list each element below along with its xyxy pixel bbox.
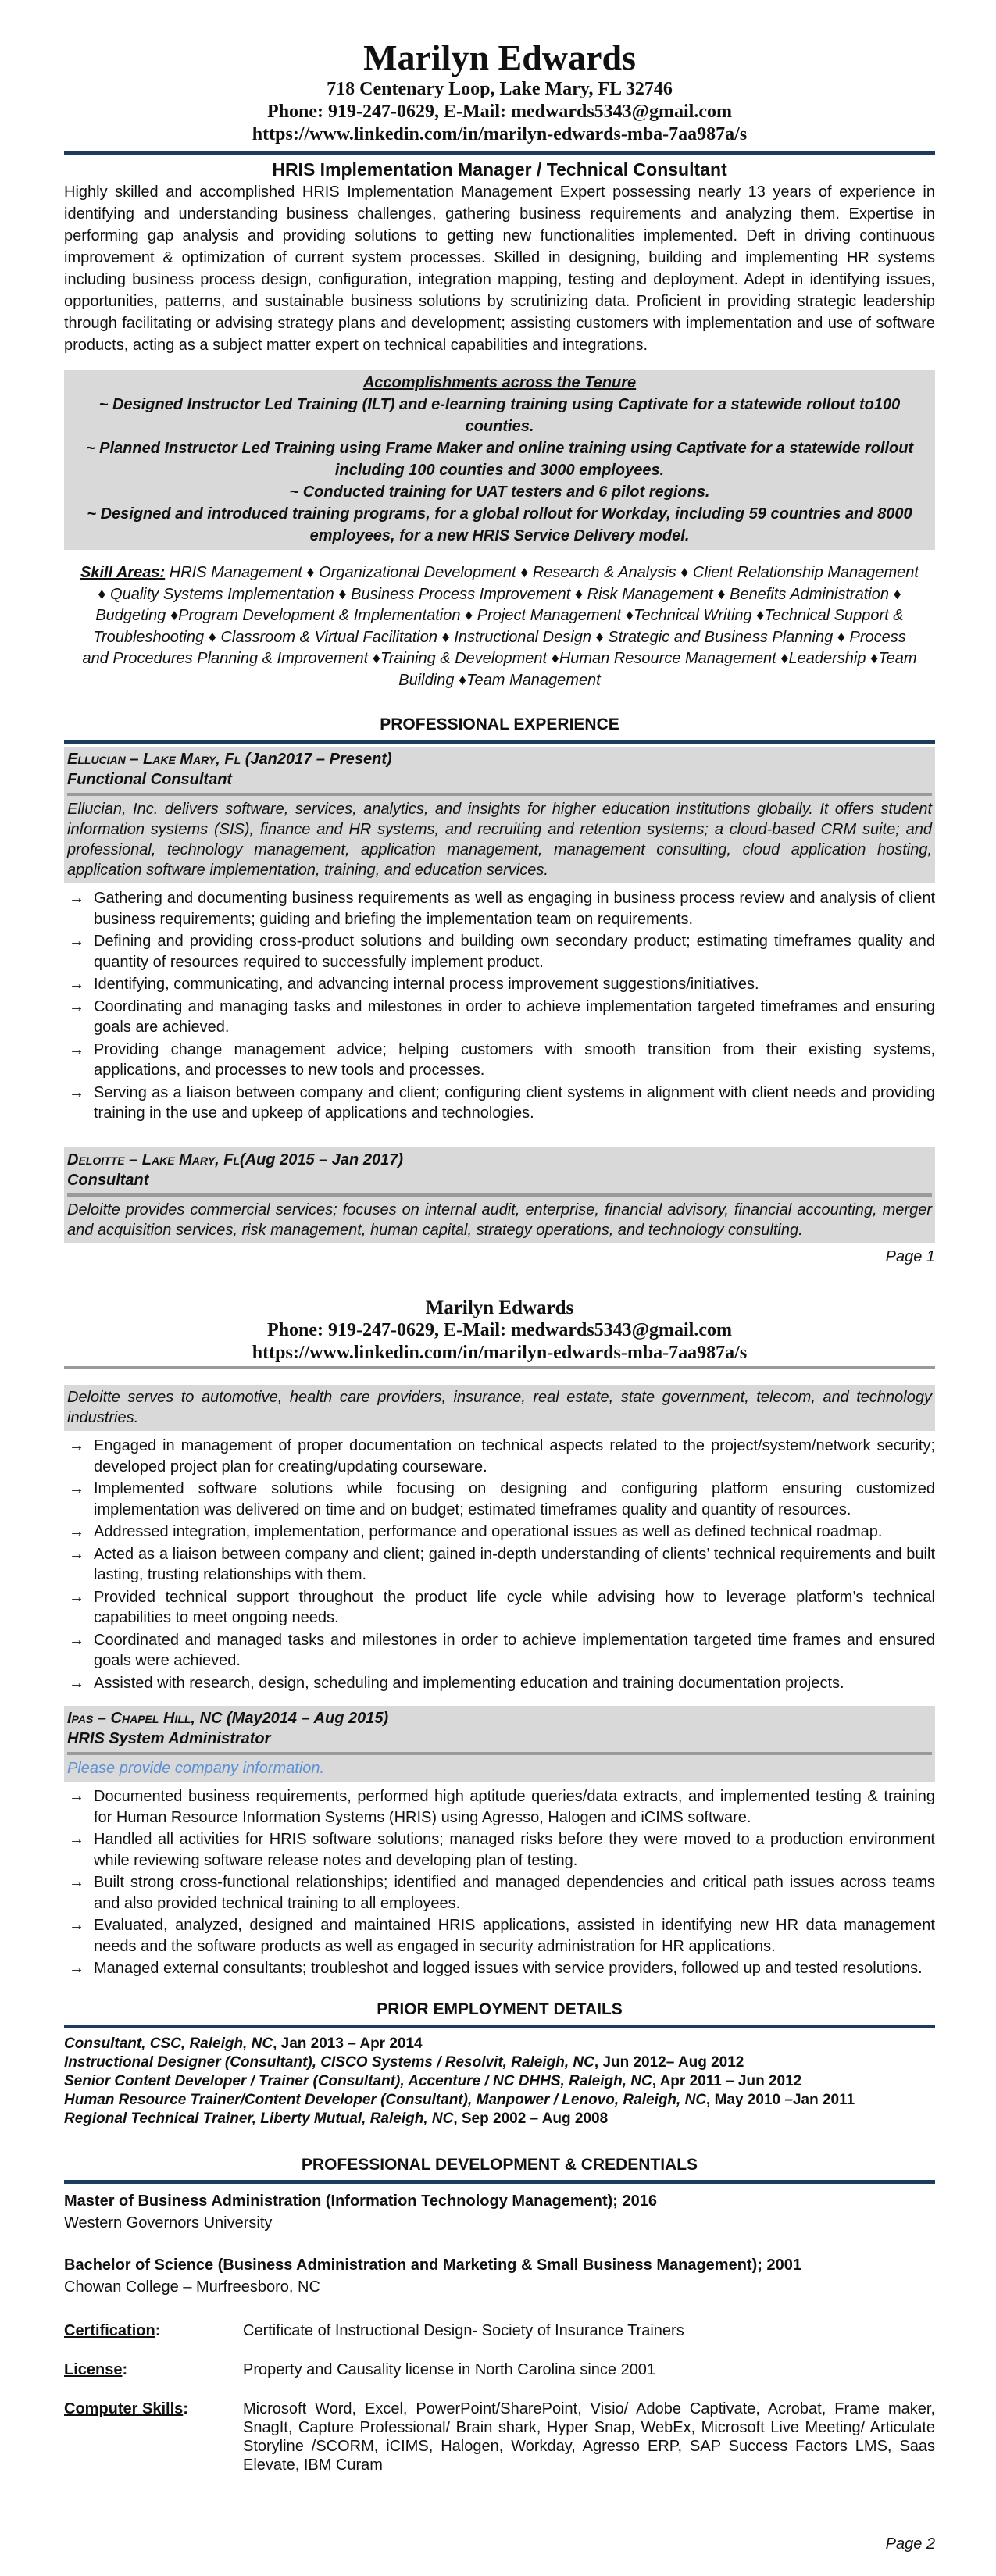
- credential-license: License: Property and Causality license in North Carolina since 2001: [64, 2360, 935, 2379]
- summary: Highly skilled and accomplished HRIS Implementation Management Expert possessing nearly 13 years of experience in identifying and understanding business challenges, gathering business requirements and analyzing them. Expertise in performing gap analysis and providing solutions to getting new functionalities implemented. Deft in driving continuous improvement & optimization of current system processes. Skilled in designing, building and implementing HR systems including business process design, configuration, integration mapping, testing and deployment. Adept in identifying issues, opportunities, patterns, and sustainable business solutions by scrutinizing data. Proficient in providing strategic leadership through facilitating or advising strategy plans and development; assisting customers with implementation and use of software products, acting as a subject matter expert on technical capabilities and integrations.: [64, 184, 935, 354]
- company-description: Deloitte provides commercial services; focuses on internal audit, enterprise, financial advisory, financial accounting, merger and acquisition services, risk management, human capital, strategy operations, and technology consulting.: [67, 1201, 932, 1239]
- job-title: Consultant: [67, 1171, 149, 1189]
- bullet-text: Defining and providing cross-product solutions and building own secondary product; estimating timeframes quality and quantity of resources required to successfully implement product.: [94, 933, 935, 971]
- school: Western Governors University: [64, 2214, 273, 2232]
- candidate-name: Marilyn Edwards: [425, 1297, 574, 1318]
- bullet-item: [64, 888, 935, 929]
- arrow-bullet-icon: →: [69, 976, 84, 993]
- arrow-bullet-icon: →: [69, 1588, 84, 1606]
- bullet-text: Implemented software solutions while focusing on designing and configuring platform ensuring customized implementation was delivered on time and on budget; estimated timeframes quality and quantity of resources.: [94, 1480, 935, 1518]
- arrow-bullet-icon: →: [69, 1083, 84, 1101]
- skill-areas-list: HRIS Management ♦ Organizational Development ♦ Research & Analysis ♦ Client Relationship Management ♦ Quality Systems Implementation ♦ Business Process Improvement ♦ Risk Management ♦ Benefits Administration ♦ Budgeting ♦Program Development & Implementation ♦ Project Management ♦Technical Writing ♦Technical Support & Troubleshooting ♦ Classroom & Virtual Facilitation ♦ Instructional Design ♦ Strategic and Business Planning ♦ Process and Procedures Planning & Improvement ♦Training & Development ♦Human Resource Management ♦Leadership ♦Team Building ♦Team Management: [82, 564, 919, 689]
- credential-label: Certification: [64, 2321, 155, 2339]
- prior-job: [64, 2091, 935, 2110]
- arrow-bullet-icon: →: [69, 1960, 84, 1977]
- job-title: HRIS System Administrator: [67, 1730, 271, 1747]
- education-entry: [64, 2190, 935, 2234]
- prior-role: Regional Technical Trainer, Liberty Mutual, Raleigh, NC: [64, 2110, 454, 2127]
- bullet-item: [64, 1040, 935, 1081]
- resume-page-2: [0, 1289, 996, 2576]
- accomplishment-item: ~ Designed and introduced training programs, for a global rollout for Workday, including 59 countries and 8000 employees, for a new HRIS Service Delivery model.: [87, 505, 912, 544]
- bullet-text: Providing change management advice; helping customers with smooth transition from their existing systems, applications, and processes to new tools and processes.: [94, 1040, 935, 1079]
- prior-role: Consultant, CSC, Raleigh, NC: [64, 2035, 273, 2052]
- header-divider: [64, 151, 935, 155]
- bullet-text: Gathering and documenting business requirements as well as engaging in business process review and analysis of client business requirements; guiding and briefing the implementation team on requirements.: [94, 890, 935, 928]
- bullet-text: Provided technical support throughout the product life cycle while advising how to leverage platform’s technical capabilities to meet ongoing needs.: [94, 1588, 935, 1626]
- credential-label: Computer Skills: [64, 2399, 184, 2417]
- job-bullets: [64, 1436, 935, 1693]
- bullet-text: Assisted with research, design, scheduling and implementing education and training documentation projects.: [94, 1674, 844, 1692]
- arrow-bullet-icon: →: [69, 1917, 84, 1934]
- address: 718 Centenary Loop, Lake Mary, FL 32746: [327, 79, 673, 99]
- candidate-name: Marilyn Edwards: [363, 37, 636, 77]
- header-divider: [64, 1366, 935, 1369]
- accomplishment-item: ~ Conducted training for UAT testers and 6 pilot regions.: [289, 483, 710, 501]
- bullet-item: [64, 1522, 935, 1543]
- bullet-item: [64, 997, 935, 1038]
- bullet-item: [64, 1786, 935, 1828]
- credential-certification: Certification: Certificate of Instructional Design- Society of Insurance Trainers: [64, 2321, 935, 2340]
- bullet-text: Handled all activities for HRIS software solutions; managed risks before they were moved to a production environment while reviewing software release notes and developing plan of testing.: [94, 1831, 935, 1869]
- job-divider: [67, 1752, 932, 1755]
- arrow-bullet-icon: →: [69, 1480, 84, 1497]
- section-heading-prior-employment: PRIOR EMPLOYMENT DETAILS: [377, 2000, 623, 2018]
- prior-dates: , Sep 2002 – Aug 2008: [453, 2110, 609, 2127]
- linkedin-url[interactable]: https://www.linkedin.com/in/marilyn-edwards-mba-7aa987a/s: [252, 1343, 748, 1363]
- job-bullets: [64, 1786, 935, 1979]
- bullet-text: Serving as a liaison between company and client; configuring client systems in alignment with client needs and providing training in the use and upkeep of applications and technologies.: [94, 1083, 935, 1122]
- bullet-item: [64, 1915, 935, 1957]
- bullet-item: [64, 1673, 935, 1694]
- prior-dates: , May 2010 –Jan 2011: [706, 2091, 855, 2108]
- prior-job: [64, 2035, 935, 2053]
- bullet-item: [64, 1872, 935, 1914]
- company-name: Deloitte – Lake Mary, Fl: [67, 1151, 240, 1168]
- bullet-text: Evaluated, analyzed, designed and maintained HRIS applications, assisted in identifying new HR data management needs and the software products as well as engaged in security administration for HR applications.: [94, 1917, 935, 1955]
- company-description: Ellucian, Inc. delivers software, services, analytics, and insights for higher education institutions globally. It offers student information systems (SIS), finance and HR systems, and recruiting and retention systems; a cloud-based CRM suite; and professional, technology management, application management, management consulting, cloud application hosting, application software implementation, training, and education services.: [67, 801, 932, 879]
- company-name: Ipas – Chapel Hill, NC: [67, 1710, 223, 1727]
- prior-job: [64, 2053, 935, 2072]
- arrow-bullet-icon: →: [69, 1631, 84, 1649]
- prior-employment-list: [64, 2035, 935, 2128]
- accomplishments-box: [64, 370, 935, 550]
- credential-value: Certificate of Instructional Design- Society of Insurance Trainers: [243, 2321, 684, 2339]
- linkedin-url[interactable]: https://www.linkedin.com/in/marilyn-edwards-mba-7aa987a/s: [252, 124, 748, 144]
- bullet-item: [64, 1544, 935, 1586]
- bullet-text: Identifying, communicating, and advancing internal process improvement suggestions/initiatives.: [94, 976, 759, 993]
- arrow-bullet-icon: →: [69, 933, 84, 950]
- section-divider: [64, 2180, 935, 2184]
- company-name: Ellucian – Lake Mary, Fl: [67, 751, 241, 768]
- arrow-bullet-icon: →: [69, 1831, 84, 1848]
- arrow-bullet-icon: →: [69, 1545, 84, 1563]
- prior-dates: , Jun 2012– Aug 2012: [594, 2053, 744, 2071]
- job-dates: (Aug 2015 – Jan 2017): [239, 1151, 403, 1168]
- bullet-text: Coordinating and managing tasks and milestones in order to achieve implementation targeted timeframes and ensuring goals are achieved.: [94, 997, 935, 1036]
- arrow-bullet-icon: →: [69, 890, 84, 907]
- job-divider: [67, 793, 932, 796]
- page-number: Page 2: [885, 2535, 935, 2553]
- education-entry: [64, 2254, 935, 2298]
- prior-job: [64, 2110, 935, 2128]
- company-description: Deloitte serves to automotive, health care providers, insurance, real estate, state government, telecom, and technology industries.: [67, 1389, 932, 1426]
- job-dates: (Jan2017 – Present): [241, 751, 392, 768]
- section-heading-credentials: PROFESSIONAL DEVELOPMENT & CREDENTIALS: [301, 2155, 698, 2174]
- bullet-item: [64, 974, 935, 995]
- prior-role: Senior Content Developer / Trainer (Consultant), Accenture / NC DHHS, Raleigh, NC: [64, 2072, 652, 2089]
- job-header-deloitte: [64, 1147, 935, 1243]
- accomplishment-item: ~ Designed Instructor Led Training (ILT) and e-learning training using Captivate for a statewide rollout to100 counties.: [98, 396, 901, 435]
- prior-role: Human Resource Trainer/Content Developer (Consultant), Manpower / Lenovo, Raleigh, NC: [64, 2091, 707, 2108]
- bullet-text: Acted as a liaison between company and client; gained in-depth understanding of clients’ technical requirements and built lasting, trusting relationships with them.: [94, 1545, 935, 1583]
- arrow-bullet-icon: →: [69, 1040, 84, 1058]
- page-number: Page 1: [885, 1248, 935, 1265]
- section-heading-experience: PROFESSIONAL EXPERIENCE: [380, 715, 619, 733]
- job-header-ellucian: [64, 747, 935, 883]
- credential-value: Microsoft Word, Excel, PowerPoint/SharePoint, Visio/ Adobe Captivate, Acrobat, Frame maker, SnagIt, Capture Professional/ Brain shark, Hyper Snap, WebEx, Microsoft Live Meeting/ Articulate Storyline /SCORM, iCIMS, Halogen, Workday, Agresso ERP, SAP Success Factors LMS, Saas Elevate, IBM Curam: [243, 2399, 935, 2474]
- arrow-bullet-icon: →: [69, 1874, 84, 1891]
- arrow-bullet-icon: →: [69, 997, 84, 1015]
- bullet-item: [64, 1630, 935, 1672]
- job-header-ipas: [64, 1706, 935, 1782]
- school: Chowan College – Murfreesboro, NC: [64, 2278, 320, 2296]
- bullet-text: Coordinated and managed tasks and milestones in order to achieve implementation targeted time frames and ensured goals were achieved.: [94, 1631, 935, 1669]
- job-dates: (May2014 – Aug 2015): [222, 1710, 389, 1727]
- prior-dates: , Jan 2013 – Apr 2014: [273, 2035, 423, 2052]
- arrow-bullet-icon: →: [69, 1523, 84, 1540]
- bullet-text: Documented business requirements, performed high aptitude queries/data extracts, and implemented testing & training for Human Resource Information Systems (HRIS) using Agresso, Halogen and iCIMS software.: [94, 1788, 935, 1826]
- section-divider: [64, 740, 935, 744]
- bullet-item: [64, 1587, 935, 1629]
- bullet-item: [64, 1479, 935, 1520]
- skill-areas: [80, 562, 919, 691]
- prior-dates: , Apr 2011 – Jun 2012: [652, 2072, 802, 2089]
- headline: HRIS Implementation Manager / Technical Consultant: [272, 159, 727, 180]
- company-description-placeholder: Please provide company information.: [67, 1760, 325, 1777]
- credential-label: License: [64, 2360, 123, 2378]
- bullet-item: [64, 1958, 935, 1979]
- phone-email: Phone: 919-247-0629, E-Mail: medwards5343@gmail.com: [267, 1320, 732, 1340]
- bullet-text: Addressed integration, implementation, performance and operational issues as well as defined technical roadmap.: [94, 1523, 883, 1540]
- bullet-text: Built strong cross-functional relationships; identified and managed dependencies and critical path issues across teams and also provided technical training to all employees.: [94, 1874, 935, 1912]
- accomplishments-title: Accomplishments across the Tenure: [362, 374, 637, 391]
- prior-job: [64, 2072, 935, 2091]
- section-divider: [64, 2025, 935, 2028]
- bullet-item: [64, 931, 935, 972]
- bullet-text: Managed external consultants; troubleshot and logged issues with service providers, followed up and tested resolutions.: [94, 1960, 923, 1977]
- arrow-bullet-icon: →: [69, 1674, 84, 1692]
- credential-computer-skills: Computer Skills: Microsoft Word, Excel, PowerPoint/SharePoint, Visio/ Adobe Captivate, Acrobat, Frame maker, SnagIt, Capture Professional/ Brain shark, Hyper Snap, WebEx, Microsoft Live Meeting/ Articulate Storyline /SCORM, iCIMS, Halogen, Workday, Agresso ERP, SAP Success Factors LMS, Saas Elevate, IBM Curam: [64, 2399, 935, 2474]
- job-title: Functional Consultant: [67, 771, 233, 788]
- job-continued-deloitte: [64, 1385, 935, 1431]
- accomplishment-item: ~ Planned Instructor Led Training using Frame Maker and online training using Captivate for a statewide rollout including 100 counties and 3000 employees.: [85, 440, 914, 479]
- skill-areas-label: Skill Areas:: [80, 564, 166, 581]
- phone-email: Phone: 919-247-0629, E-Mail: medwards5343@gmail.com: [267, 102, 732, 122]
- bullet-text: Engaged in management of proper documentation on technical aspects related to the project/system/network security; developed project plan for creating/updating courseware.: [94, 1437, 935, 1475]
- arrow-bullet-icon: →: [69, 1788, 84, 1805]
- credential-value: Property and Causality license in North Carolina since 2001: [243, 2360, 656, 2378]
- prior-role: Instructional Designer (Consultant), CISCO Systems / Resolvit, Raleigh, NC: [64, 2053, 594, 2071]
- degree: Master of Business Administration (Information Technology Management); 2016: [64, 2192, 657, 2210]
- bullet-item: [64, 1083, 935, 1124]
- job-divider: [67, 1193, 932, 1197]
- arrow-bullet-icon: →: [69, 1437, 84, 1454]
- degree: Bachelor of Science (Business Administration and Marketing & Small Business Management); 2001: [64, 2256, 801, 2274]
- bullet-item: [64, 1829, 935, 1871]
- bullet-item: [64, 1436, 935, 1477]
- job-bullets: [64, 888, 935, 1124]
